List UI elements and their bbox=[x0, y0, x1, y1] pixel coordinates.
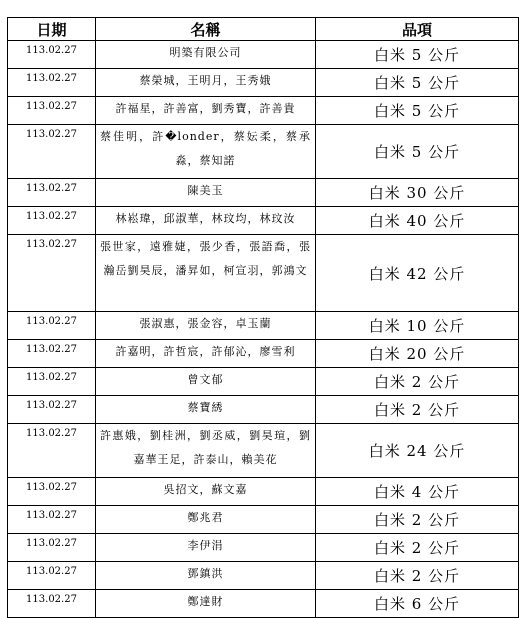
table-row bbox=[8, 562, 519, 590]
table-row bbox=[8, 179, 519, 207]
header-item: 品項 bbox=[316, 18, 519, 41]
cell-name: 蔡佳明，許�londer，蔡妘柔，蔡承淼，蔡知諾 bbox=[96, 125, 316, 179]
cell-item: 白米 5 公斤 bbox=[316, 97, 519, 125]
cell-date: 113.02.27 bbox=[8, 97, 96, 125]
cell-name: 林崧瑋，邱淑華，林玟均，林玟汝 bbox=[96, 207, 316, 235]
cell-date: 113.02.27 bbox=[8, 506, 96, 534]
cell-item: 白米 6 公斤 bbox=[316, 590, 519, 618]
cell-date: 113.02.27 bbox=[8, 125, 96, 179]
table-row bbox=[8, 97, 519, 125]
table-row bbox=[8, 424, 519, 478]
cell-item: 白米 2 公斤 bbox=[316, 534, 519, 562]
cell-date: 113.02.27 bbox=[8, 41, 96, 69]
cell-name: 曾文郁 bbox=[96, 368, 316, 396]
cell-date: 113.02.27 bbox=[8, 368, 96, 396]
cell-date: 113.02.27 bbox=[8, 69, 96, 97]
cell-item: 白米 2 公斤 bbox=[316, 368, 519, 396]
cell-name: 許福星，許善富，劉秀寶，許善貴 bbox=[96, 97, 316, 125]
cell-item: 白米 24 公斤 bbox=[316, 424, 519, 478]
header-row bbox=[8, 18, 519, 41]
table-row bbox=[8, 478, 519, 506]
table-row bbox=[8, 396, 519, 424]
cell-item: 白米 5 公斤 bbox=[316, 125, 519, 179]
cell-name: 許嘉明，許哲宸，許郁沁，廖雪利 bbox=[96, 340, 316, 368]
table-row bbox=[8, 125, 519, 179]
cell-date: 113.02.27 bbox=[8, 590, 96, 618]
cell-date: 113.02.27 bbox=[8, 340, 96, 368]
table-row bbox=[8, 368, 519, 396]
cell-name: 鄭兆君 bbox=[96, 506, 316, 534]
cell-item: 白米 5 公斤 bbox=[316, 69, 519, 97]
cell-date: 113.02.27 bbox=[8, 179, 96, 207]
cell-date: 113.02.27 bbox=[8, 207, 96, 235]
cell-name: 張淑惠，張金容，卓玉蘭 bbox=[96, 312, 316, 340]
table-row bbox=[8, 340, 519, 368]
cell-name: 張世家，遠雅婕，張少香，張語喬，張瀚岳劉昊辰，潘昇如，柯宣羽，郭鴻文 bbox=[96, 235, 316, 312]
cell-item: 白米 40 公斤 bbox=[316, 207, 519, 235]
table-row bbox=[8, 69, 519, 97]
cell-name: 鄭達財 bbox=[96, 590, 316, 618]
cell-item: 白米 4 公斤 bbox=[316, 478, 519, 506]
table-row bbox=[8, 41, 519, 69]
cell-name: 明築有限公司 bbox=[96, 41, 316, 69]
cell-date: 113.02.27 bbox=[8, 312, 96, 340]
cell-item: 白米 20 公斤 bbox=[316, 340, 519, 368]
table-row bbox=[8, 590, 519, 618]
cell-item: 白米 5 公斤 bbox=[316, 41, 519, 69]
cell-name: 許惠娥，劉桂洲，劉丞威，劉昊瑄，劉嘉華王足，許泰山，賴美花 bbox=[96, 424, 316, 478]
header-name: 名稱 bbox=[96, 18, 316, 41]
cell-item: 白米 2 公斤 bbox=[316, 562, 519, 590]
cell-date: 113.02.27 bbox=[8, 396, 96, 424]
cell-name: 蔡榮城，王明月，王秀娥 bbox=[96, 69, 316, 97]
table-row bbox=[8, 312, 519, 340]
cell-item: 白米 42 公斤 bbox=[316, 235, 519, 312]
cell-name: 李伊涓 bbox=[96, 534, 316, 562]
header-date: 日期 bbox=[8, 18, 96, 41]
table-row bbox=[8, 207, 519, 235]
cell-name: 蔡寶綉 bbox=[96, 396, 316, 424]
cell-name: 陳美玉 bbox=[96, 179, 316, 207]
cell-name: 鄧鎮洪 bbox=[96, 562, 316, 590]
cell-date: 113.02.27 bbox=[8, 424, 96, 478]
table-row bbox=[8, 506, 519, 534]
cell-item: 白米 2 公斤 bbox=[316, 506, 519, 534]
cell-date: 113.02.27 bbox=[8, 478, 96, 506]
cell-item: 白米 30 公斤 bbox=[316, 179, 519, 207]
cell-date: 113.02.27 bbox=[8, 534, 96, 562]
table-row bbox=[8, 235, 519, 312]
cell-date: 113.02.27 bbox=[8, 235, 96, 312]
cell-item: 白米 2 公斤 bbox=[316, 396, 519, 424]
donation-table bbox=[7, 17, 519, 618]
cell-name: 吳招文，蘇文嘉 bbox=[96, 478, 316, 506]
cell-date: 113.02.27 bbox=[8, 562, 96, 590]
cell-item: 白米 10 公斤 bbox=[316, 312, 519, 340]
table-row bbox=[8, 534, 519, 562]
